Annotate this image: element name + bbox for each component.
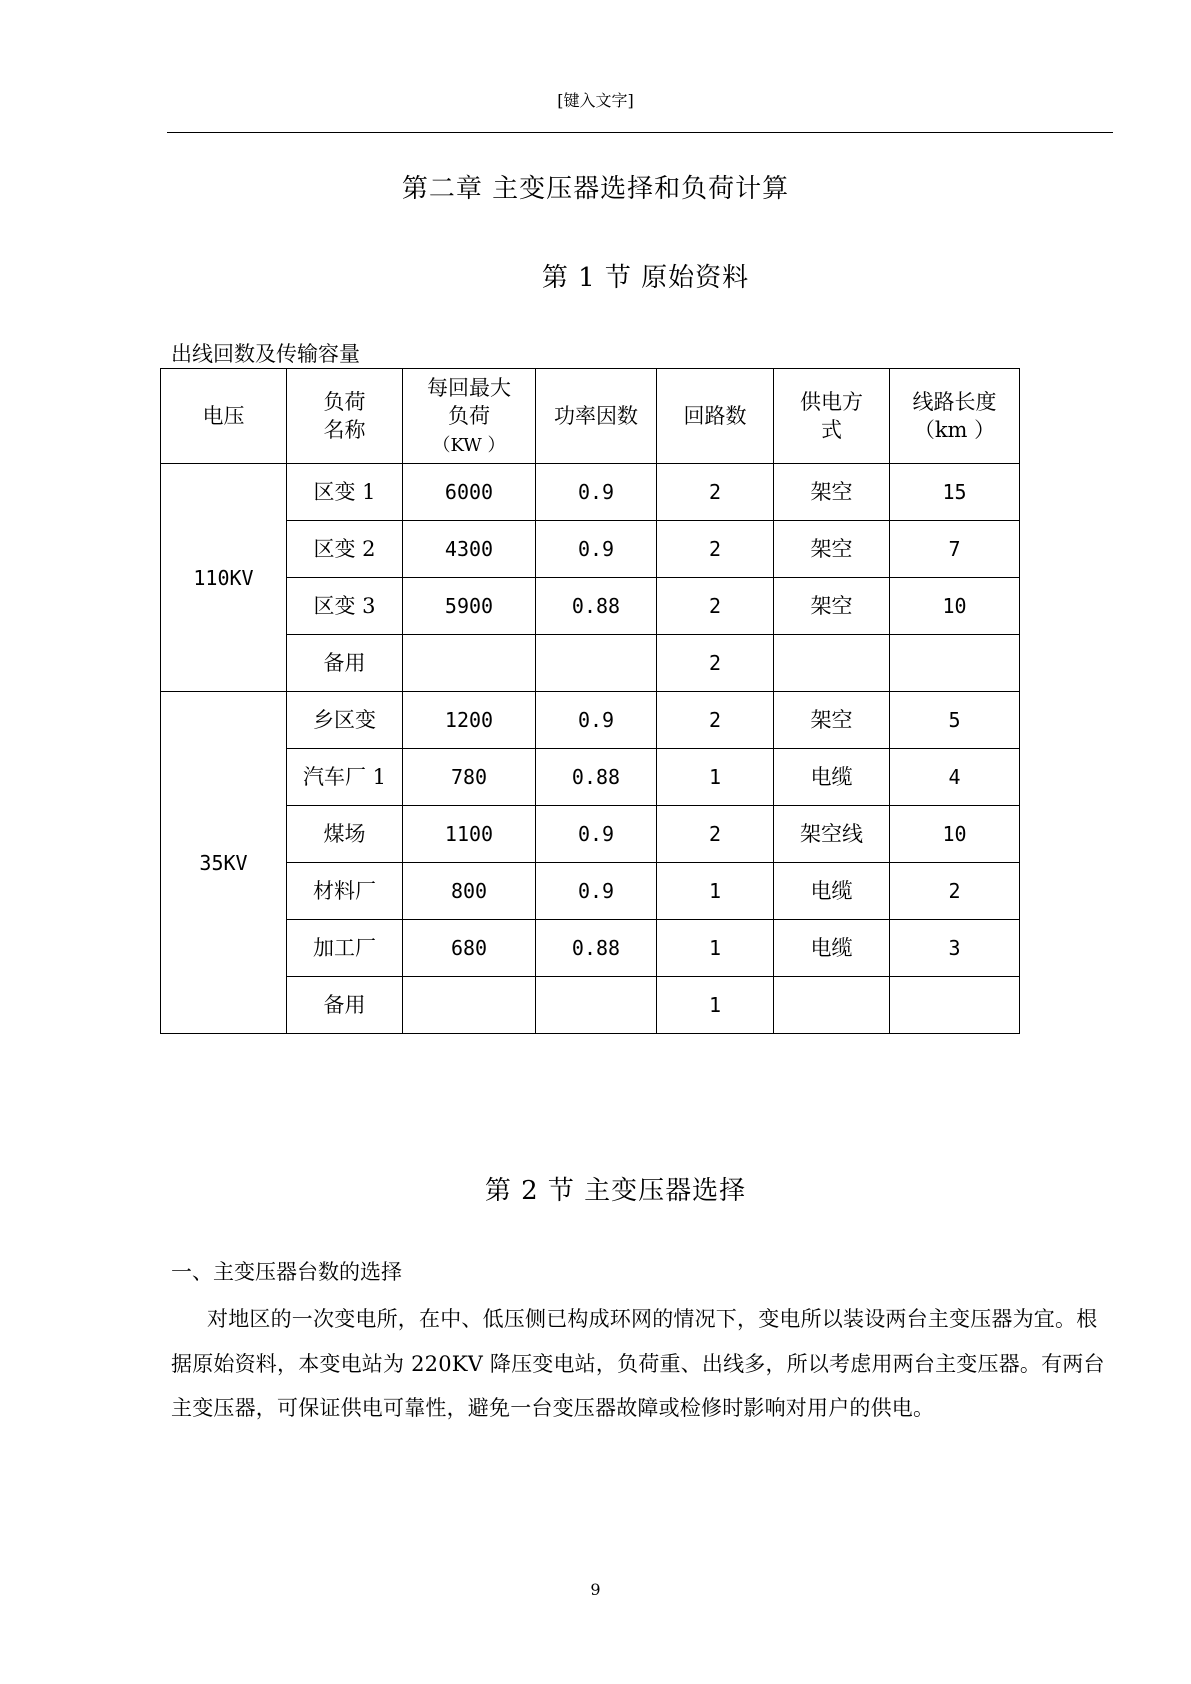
- load-name-cell: 煤场: [287, 806, 403, 863]
- table-row: [161, 692, 1020, 749]
- table-row: [161, 863, 1020, 920]
- line-length-cell: 5: [890, 692, 1020, 749]
- voltage-cell: 35KV: [161, 692, 287, 1034]
- table-row: [161, 578, 1020, 635]
- page-number: 9: [590, 1580, 601, 1599]
- supply-mode-cell: 架空: [774, 578, 890, 635]
- header-rule: [167, 132, 1113, 133]
- header-line-length: 线路长度 （km ）: [890, 369, 1020, 464]
- power-factor-cell: [536, 635, 657, 692]
- load-table: [160, 368, 1020, 1034]
- page-header-text: [键入文字]: [557, 91, 634, 110]
- power-factor-cell: 0.9: [536, 863, 657, 920]
- header-circuits: 回路数: [657, 369, 774, 464]
- line-length-cell: 15: [890, 464, 1020, 521]
- circuits-cell: 2: [657, 806, 774, 863]
- supply-mode-cell: 电缆: [774, 920, 890, 977]
- max-load-cell: [403, 977, 536, 1034]
- line-length-cell: 10: [890, 578, 1020, 635]
- power-factor-cell: 0.9: [536, 806, 657, 863]
- section2-title: 第 2 节 主变压器选择: [484, 1176, 747, 1206]
- line-length-cell: 4: [890, 749, 1020, 806]
- line-length-cell: [890, 977, 1020, 1034]
- circuits-cell: 1: [657, 863, 774, 920]
- load-name-cell: 乡区变: [287, 692, 403, 749]
- max-load-cell: 6000: [403, 464, 536, 521]
- supply-mode-cell: [774, 977, 890, 1034]
- table-row: [161, 806, 1020, 863]
- line-length-cell: 3: [890, 920, 1020, 977]
- table-row: [161, 977, 1020, 1034]
- circuits-cell: 2: [657, 635, 774, 692]
- circuits-cell: 2: [657, 578, 774, 635]
- header-load-name: 负荷 名称: [287, 369, 403, 464]
- power-factor-cell: 0.9: [536, 692, 657, 749]
- header-voltage: 电压: [161, 369, 287, 464]
- table-row: [161, 920, 1020, 977]
- max-load-cell: [403, 635, 536, 692]
- table-row: [161, 635, 1020, 692]
- power-factor-cell: 0.9: [536, 464, 657, 521]
- load-name-cell: 区变 1: [287, 464, 403, 521]
- supply-mode-cell: 架空: [774, 464, 890, 521]
- power-factor-cell: 0.88: [536, 578, 657, 635]
- circuits-cell: 1: [657, 977, 774, 1034]
- circuits-cell: 1: [657, 920, 774, 977]
- table-row: [161, 749, 1020, 806]
- supply-mode-cell: 架空线: [774, 806, 890, 863]
- load-name-cell: 区变 3: [287, 578, 403, 635]
- line-length-cell: 2: [890, 863, 1020, 920]
- power-factor-cell: 0.88: [536, 749, 657, 806]
- load-name-cell: 区变 2: [287, 521, 403, 578]
- max-load-cell: 800: [403, 863, 536, 920]
- supply-mode-cell: [774, 635, 890, 692]
- circuits-cell: 1: [657, 749, 774, 806]
- line-length-cell: 10: [890, 806, 1020, 863]
- supply-mode-cell: 架空: [774, 692, 890, 749]
- section1-title: 第 1 节 原始资料: [541, 263, 750, 293]
- max-load-cell: 780: [403, 749, 536, 806]
- circuits-cell: 2: [657, 464, 774, 521]
- table-row: [161, 464, 1020, 521]
- max-load-cell: 1200: [403, 692, 536, 749]
- max-load-cell: 1100: [403, 806, 536, 863]
- table-row: [161, 521, 1020, 578]
- supply-mode-cell: 电缆: [774, 863, 890, 920]
- circuits-cell: 2: [657, 521, 774, 578]
- power-factor-cell: 0.88: [536, 920, 657, 977]
- load-name-cell: 汽车厂 1: [287, 749, 403, 806]
- load-name-cell: 加工厂: [287, 920, 403, 977]
- header-power-factor: 功率因数: [536, 369, 657, 464]
- power-factor-cell: 0.9: [536, 521, 657, 578]
- max-load-cell: 4300: [403, 521, 536, 578]
- voltage-cell: 110KV: [161, 464, 287, 692]
- table-caption: 出线回数及传输容量: [171, 342, 360, 366]
- supply-mode-cell: 电缆: [774, 749, 890, 806]
- circuits-cell: 2: [657, 692, 774, 749]
- subheading: 一、主变压器台数的选择: [171, 1260, 402, 1284]
- max-load-cell: 5900: [403, 578, 536, 635]
- load-name-cell: 备用: [287, 977, 403, 1034]
- table-header-row: [161, 369, 1020, 464]
- body-paragraph: 对地区的一次变电所，在中、低压侧已构成环网的情况下，变电所以装设两台主变压器为宜。根据原始资料，本变电站为 220KV 降压变电站，负荷重、出线多，所以考虑用两台主变压器。有两台主变压器，可保证供电可靠性，避免一台变压器故障或检修时影响对用户的供电。: [171, 1307, 1105, 1420]
- header-max-load: 每回最大 负荷 （KW ）: [403, 369, 536, 464]
- load-name-cell: 材料厂: [287, 863, 403, 920]
- line-length-cell: [890, 635, 1020, 692]
- header-supply-mode: 供电方 式: [774, 369, 890, 464]
- load-name-cell: 备用: [287, 635, 403, 692]
- supply-mode-cell: 架空: [774, 521, 890, 578]
- max-load-cell: 680: [403, 920, 536, 977]
- chapter-title: 第二章 主变压器选择和负荷计算: [401, 174, 790, 204]
- power-factor-cell: [536, 977, 657, 1034]
- line-length-cell: 7: [890, 521, 1020, 578]
